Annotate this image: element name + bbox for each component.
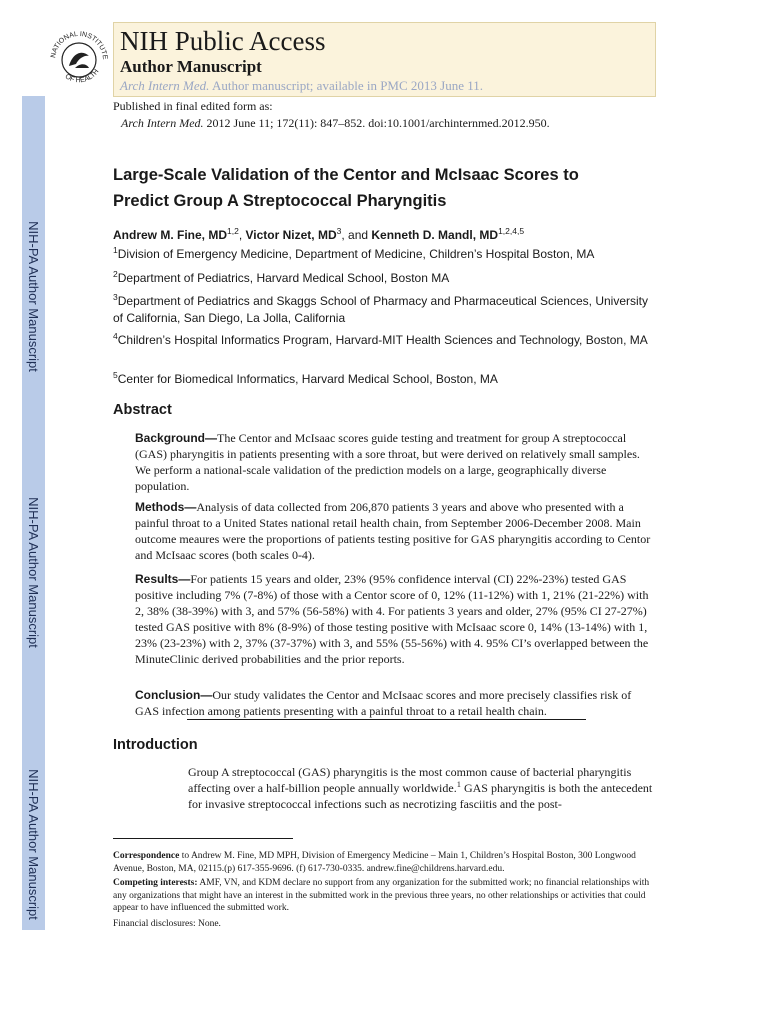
abstract-methods [135, 499, 655, 563]
intro-text: GAS pharyngitis is both the antecedent for invasive streptococcal infections such as necrotizing fasciitis and the post- [188, 781, 653, 811]
section-text: The Centor and McIsaac scores guide testing and treatment for group A streptococcal (GAS) pharyngitis in patients presenting with a sore throat, but were derived on relatively small samples. We perform a national-scale validation of the prediction models on a large, geographically diverse population. [135, 431, 640, 493]
abstract-heading: Abstract [113, 402, 172, 418]
author-list [113, 228, 658, 242]
footnote-text: to Andrew M. Fine, MD MPH, Division of Emergency Medicine – Main 1, Children’s Hospital Boston, 300 Longwood Avenue, Boston, MA, 02115.(p) 617-355-9696. (f) 617-730-0335. andrew.fine@childrens.harvard.edu. [113, 851, 636, 874]
section-text: Our study validates the Centor and McIsaac scores and more precisely classifies risk of GAS infection among patients presenting with a painful throat to a retail health chain. [135, 688, 632, 718]
published-label: Published in final edited form as: [113, 99, 273, 113]
financial-disclosures-note: Financial disclosures: None. [113, 919, 221, 929]
affiliation-number: 1 [113, 245, 118, 255]
sidebar-label: NIH-PA Author Manuscript [26, 768, 42, 920]
section-text: Analysis of data collected from 206,870 patients 3 years and above who presented with a painful throat to a United States national retail health chain, from September 2006-December 2008. Main outcome meaures were the proportions of patients testing positive for GAS pharyngitis according to Centor and McIsaac scores (both scales 0-4). [135, 500, 651, 562]
correspondence-note [113, 850, 658, 875]
header-availability [120, 78, 483, 94]
affiliation-number: 2 [113, 269, 118, 279]
footnote-rule [113, 838, 293, 839]
section-label: Results— [135, 572, 191, 586]
published-citation-text: 2012 June 11; 172(11): 847–852. doi:10.1001/archinternmed.2012.950. [206, 116, 550, 130]
published-cite-line [113, 115, 550, 132]
header-availability-text: Author manuscript; available in PMC 2013 June 11. [211, 78, 484, 93]
text-underline [187, 719, 586, 720]
affiliation [113, 332, 658, 349]
affiliation-number: 4 [113, 331, 118, 341]
nih-logo-icon [45, 22, 113, 94]
affiliation [113, 371, 658, 388]
affiliation [113, 270, 658, 287]
author-affiliation-ref: 3 [336, 226, 342, 236]
author-separator: , [238, 228, 246, 242]
section-label: Conclusion— [135, 688, 213, 702]
published-journal: Arch Intern Med. [121, 116, 204, 130]
competing-interests-note [113, 877, 658, 915]
abstract-conclusion [135, 687, 655, 719]
author-affiliation-ref: 1,2 [227, 226, 239, 236]
affiliation [113, 293, 658, 327]
affiliation-number: 5 [113, 370, 118, 380]
footnote-text: AMF, VN, and KDM declare no support from any organization for the submitted work; no financial relationships with any organizations that might have an interest in the submitted work in the previous three years, no other relationships or activities that could appear to have influenced the submitted work. [113, 878, 650, 913]
sidebar-label: NIH-PA Author Manuscript [26, 496, 42, 648]
title-line: Predict Group A Streptococcal Pharyngitis [113, 192, 447, 210]
sidebar-label: NIH-PA Author Manuscript [26, 220, 42, 372]
section-label: Methods— [135, 500, 197, 514]
published-citation [113, 98, 550, 132]
nih-logo [45, 22, 113, 94]
article-title [113, 162, 658, 214]
author-separator: , and [341, 228, 372, 242]
header-journal: Arch Intern Med. [120, 78, 210, 93]
title-line: Large-Scale Validation of the Centor and McIsaac Scores to [113, 166, 579, 184]
section-text: For patients 15 years and older, 23% (95% confidence interval (CI) 22%-23%) tested GAS positive including 7% (7-8%) of those with a Centor score of 0, 12% (11-12%) with 1, 21% (21-22%) with 2, 38% (38-39%) with 3, and 57% (56-58%) with 4. For patients 3 years and older, 27% (95% CI 27-27%) tested GAS positive with 8% (8-9%) of those testing positive with McIsaac score 0, 14% (13-14%) with 1, 23% (23-23%) with 2, 37% (37-37%) with 3, and 55% (55-56%) with 4. 95% CI’s overlapped between the MinuteClinic derived probabilities and the prior reports. [135, 572, 649, 666]
logo-ring-text-top: NATIONAL INSTITUTE [50, 30, 109, 60]
affiliation-number: 3 [113, 292, 118, 302]
affiliation-text: Center for Biomedical Informatics, Harvard Medical School, Boston, MA [117, 372, 498, 386]
header-subtitle: Author Manuscript [120, 57, 262, 76]
intro-text: Group A streptococcal (GAS) pharyngitis is the most common cause of bacterial pharyngitis affecting over a half-billion people annually worldwide. [188, 765, 632, 795]
affiliation-text: Department of Pediatrics, Harvard Medical School, Boston MA [117, 271, 450, 285]
affiliation-text: Department of Pediatrics and Skaggs School of Pharmacy and Pharmaceutical Sciences, University of California, San Diego, La Jolla, California [113, 294, 648, 325]
abstract-background [135, 430, 655, 494]
manuscript-sidebar [22, 96, 45, 930]
reference-marker: 1 [456, 779, 461, 789]
affiliation-text: Children’s Hospital Informatics Program, Harvard-MIT Health Sciences and Technology, Boston, MA [117, 333, 648, 347]
footnote-label: Correspondence [113, 851, 180, 861]
affiliation [113, 246, 658, 263]
nih-header-banner [113, 22, 656, 97]
section-label: Background— [135, 431, 218, 445]
logo-ring-text-bottom: OF HEALTH [63, 68, 101, 85]
footnote-label: Competing interests: [113, 878, 198, 888]
header-title: NIH Public Access [120, 26, 326, 56]
author-name: Kenneth D. Mandl, MD [371, 228, 499, 242]
abstract-results [135, 571, 655, 667]
author-name: Victor Nizet, MD [245, 228, 337, 242]
introduction-paragraph [188, 764, 656, 812]
author-affiliation-ref: 1,2,4,5 [498, 226, 525, 236]
introduction-heading: Introduction [113, 737, 198, 753]
affiliation-text: Division of Emergency Medicine, Department of Medicine, Children’s Hospital Boston, MA [117, 247, 595, 261]
author-name: Andrew M. Fine, MD [113, 228, 227, 242]
